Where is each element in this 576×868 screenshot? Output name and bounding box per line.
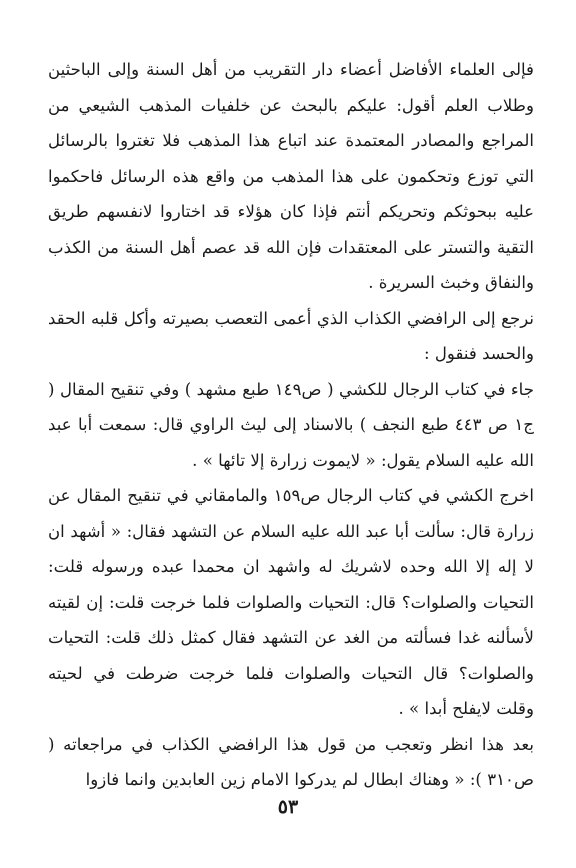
paragraph-murajaat: بعد هذا انظر وتعجب من قول هذا الرافضي الكذاب في مراجعاته ( ص٣١٠ ): « وهناك ابطال لم يدركوا الامام زين العابدين وانما فازوا <box>48 734 534 789</box>
body-text <box>48 52 534 798</box>
paragraph-return: نرجع إلى الرافضي الكذاب الذي أعمى التعصب بصيرته وأكل قلبه الحقد والحسد فنقول : <box>48 308 534 363</box>
page-number: ٥٣ <box>277 796 299 818</box>
paragraph-zurara-narration: اخرج الكشي في كتاب الرجال ص١٥٩ والمامقاني في تنقيح المقال عن زرارة قال: سألت أبا عبد الله عليه السلام عن التشهد فقال: « أشهد ان لا إله إلا الله وحده لاشريك له واشهد ان محمدا عبده ورسوله قلت: التحيات والصلوات؟ قال: التحيات والصلوات فلما خرجت قلت: إن لقيته لأسألنه غدا فسألته من الغد عن التشهد فقال كمثل ذلك قلت: التحيات والصلوات؟ قال التحيات والصلوات فلما خرجت ضرطت في لحيته وقلت لايفلح أبدا » . <box>48 486 534 718</box>
paragraph-intro: فإلى العلماء الأفاضل أعضاء دار التقريب من أهل السنة وإلى الباحثين وطلاب العلم أقول: عليكم بالبحث عن خلفيات المذهب الشيعي من المراجع والمصادر المعتمدة عند اتباع هذا المذهب فلا تغتروا بالرسائل التي توزع وتحكمون على هذا المذهب من واقع هذه الرسائل فاحكموا عليه ببحوثكم وتحريكم أنتم فإذا كان هؤلاء قد اختاروا لانفسهم طريق التقية والتستر على المعتقدات فإن الله قد عصم أهل السنة من الكذب والنفاق وخبث السريرة . <box>48 60 534 292</box>
paragraph-kashshi-citation: جاء في كتاب الرجال للكشي ( ص١٤٩ طبع مشهد ) وفي تنقيح المقال ( ج١ ص ٤٤٣ طبع النجف ) بالاسناد إلى ليث الراوي قال: سمعت أبا عبد الله عليه السلام يقول: « لايموت زرارة إلا تائها » . <box>48 379 534 470</box>
